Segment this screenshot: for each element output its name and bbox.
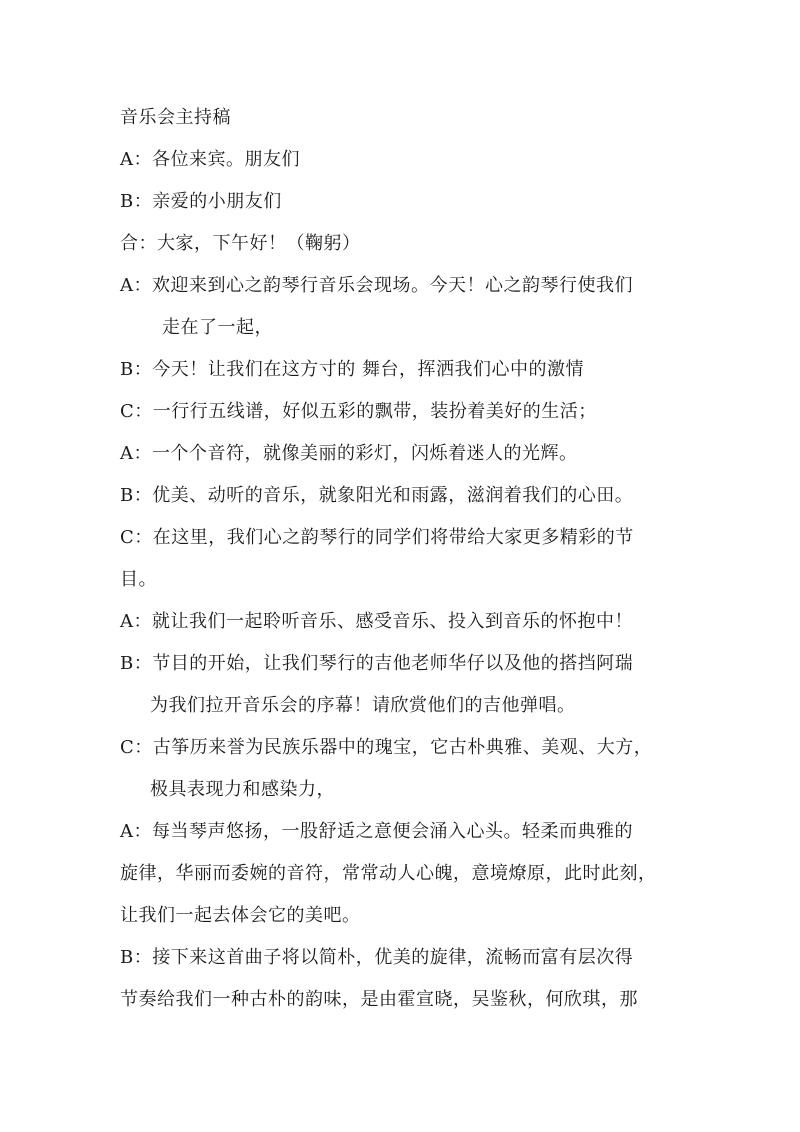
script-line-continuation: 为我们拉开音乐会的序幕！请欣赏他们的吉他弹唱。: [150, 695, 576, 716]
script-line: B：亲爱的小朋友们: [120, 191, 282, 212]
script-line: A：就让我们一起聆听音乐、感受音乐、投入到音乐的怀抱中！: [120, 611, 633, 632]
script-line: C：一行行五线谱，好似五彩的飘带，装扮着美好的生活；: [120, 401, 597, 422]
script-line-continuation: 节奏给我们一种古朴的韵味，是由霍宣晓，吴鉴秋，何欣琪，那: [120, 989, 638, 1010]
script-line: A：欢迎来到心之韵琴行音乐会现场。今天！心之韵琴行使我们: [120, 275, 633, 296]
script-line: B：节目的开始，让我们琴行的吉他老师华仔以及他的搭挡阿瑞: [120, 653, 634, 674]
script-line-continuation: 目。: [120, 569, 157, 590]
script-line-continuation: 走在了一起，: [162, 317, 273, 338]
document-title: 音乐会主持稿: [120, 107, 231, 128]
script-line: C：古筝历来誉为民族乐器中的瑰宝，它古朴典雅、美观、大方，: [120, 737, 653, 758]
script-line-continuation: 极具表现力和感染力，: [150, 779, 335, 800]
script-line: B：今天！让我们在这方寸的 舞台，挥洒我们心中的激情: [120, 359, 584, 380]
script-line: A：一个个音符，就像美丽的彩灯，闪烁着迷人的光辉。: [120, 443, 578, 464]
script-line: B：接下来这首曲子将以简朴，优美的旋律，流畅而富有层次得: [120, 947, 634, 968]
script-line-continuation: 旋律，华丽而委婉的音符，常常动人心魄，意境燎原，此时此刻，: [120, 863, 657, 884]
script-line: A：各位来宾。朋友们: [120, 149, 300, 170]
script-line: A：每当琴声悠扬，一股舒适之意便会涌入心头。轻柔而典雅的: [120, 821, 633, 842]
script-line: C：在这里，我们心之韵琴行的同学们将带给大家更多精彩的节: [120, 527, 634, 548]
script-line: 合：大家，下午好！（鞠躬）: [120, 233, 361, 254]
script-line-continuation: 让我们一起去体会它的美吧。: [120, 905, 361, 926]
script-line: B：优美、动听的音乐，就象阳光和雨露，滋润着我们的心田。: [120, 485, 634, 506]
